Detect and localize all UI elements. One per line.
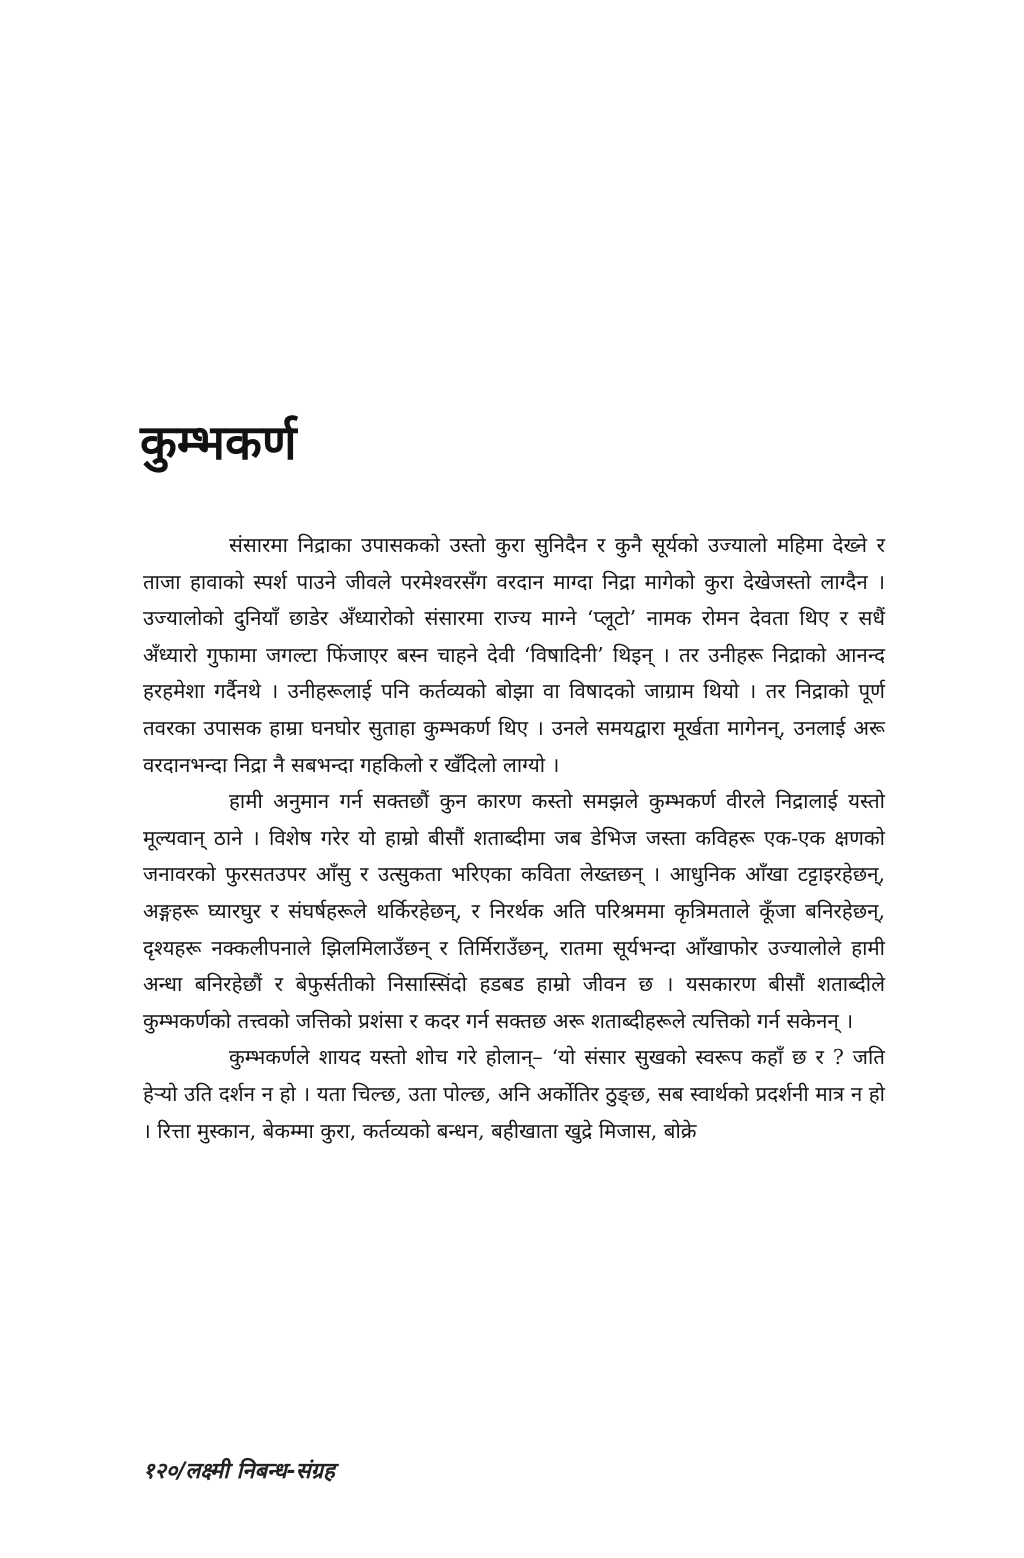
chapter-title: कुम्भकर्ण [140, 415, 297, 471]
body-text [143, 527, 885, 1149]
paragraph-2: हामी अनुमान गर्न सक्तछौं कुन कारण कस्तो समझले कुम्भकर्ण वीरले निद्रालाई यस्तो मूल्यवान् ठाने । विशेष गरेर यो हाम्रो बीसौं शताब्दीमा जब डेभिज जस्ता कविहरू एक-एक क्षणको जनावरको फुरसतउपर आँसु र उत्सुकता भरिएका कविता लेख्तछन् । आधुनिक आँखा टट्टाइरहेछन्, अङ्गहरू घ्यारघुर र संघर्षहरूले थर्किरहेछन्, र निरर्थक अति परिश्रममा कृत्रिमताले कूँजा बनिरहेछन्, दृश्यहरू नक्कलीपनाले झिलमिलाउँछन् र तिर्मिराउँछन्, रातमा सूर्यभन्दा आँखाफोर उज्यालोले हामी अन्धा बनिरहेछौं र बेफुर्सतीको निसास्सिंदो हडबड हाम्रो जीवन छ । यसकारण बीसौं शताब्दीले कुम्भकर्णको तत्त्वको जत्तिको प्रशंसा र कदर गर्न सक्तछ अरू शताब्दीहरूले त्यत्तिको गर्न सकेनन् । [143, 789, 885, 1033]
paragraph-3: कुम्भकर्णले शायद यस्तो शोच गरे होलान्– ‘यो संसार सुखको स्वरूप कहाँ छ र ? जति हेर्‍यो उति दर्शन न हो । यता चिल्छ, उता पोल्छ, अनि अर्कोतिर ठुङ्छ, सब स्वार्थको प्रदर्शनी मात्र न हो । रित्ता मुस्कान, बेकम्मा कुरा, कर्तव्यको बन्धन, बहीखाता खुद्रे मिजास, बोक्रे [143, 1045, 885, 1143]
paragraph-1: संसारमा निद्राका उपासकको उस्तो कुरा सुनिदैन र कुनै सूर्यको उज्यालो महिमा देख्ने र ताजा हावाको स्पर्श पाउने जीवले परमेश्वरसँग वरदान माग्दा निद्रा मागेको कुरा देखेजस्तो लाग्दैन । उज्यालोको दुनियाँ छाडेर अँध्यारोको संसारमा राज्य माग्ने ‘प्लूटो’ नामक रोमन देवता थिए र सधैं अँध्यारो गुफामा जगल्टा फिंजाएर बस्न चाहने देवी ‘विषादिनी’ थिइन् । तर उनीहरू निद्राको आनन्द हरहमेशा गर्दैनथे । उनीहरूलाई पनि कर्तव्यको बोझा वा विषादको जाग्राम थियो । तर निद्राको पूर्ण तवरका उपासक हाम्रा घनघोर सुताहा कुम्भकर्ण थिए । उनले समयद्वारा मूर्खता मागेनन्, उनलाई अरू वरदानभन्दा निद्रा नै सबभन्दा गहकिलो र खँदिलो लाग्यो । [143, 533, 885, 777]
page-footer: १२०/लक्ष्मी निबन्ध-संग्रह [143, 1459, 335, 1484]
